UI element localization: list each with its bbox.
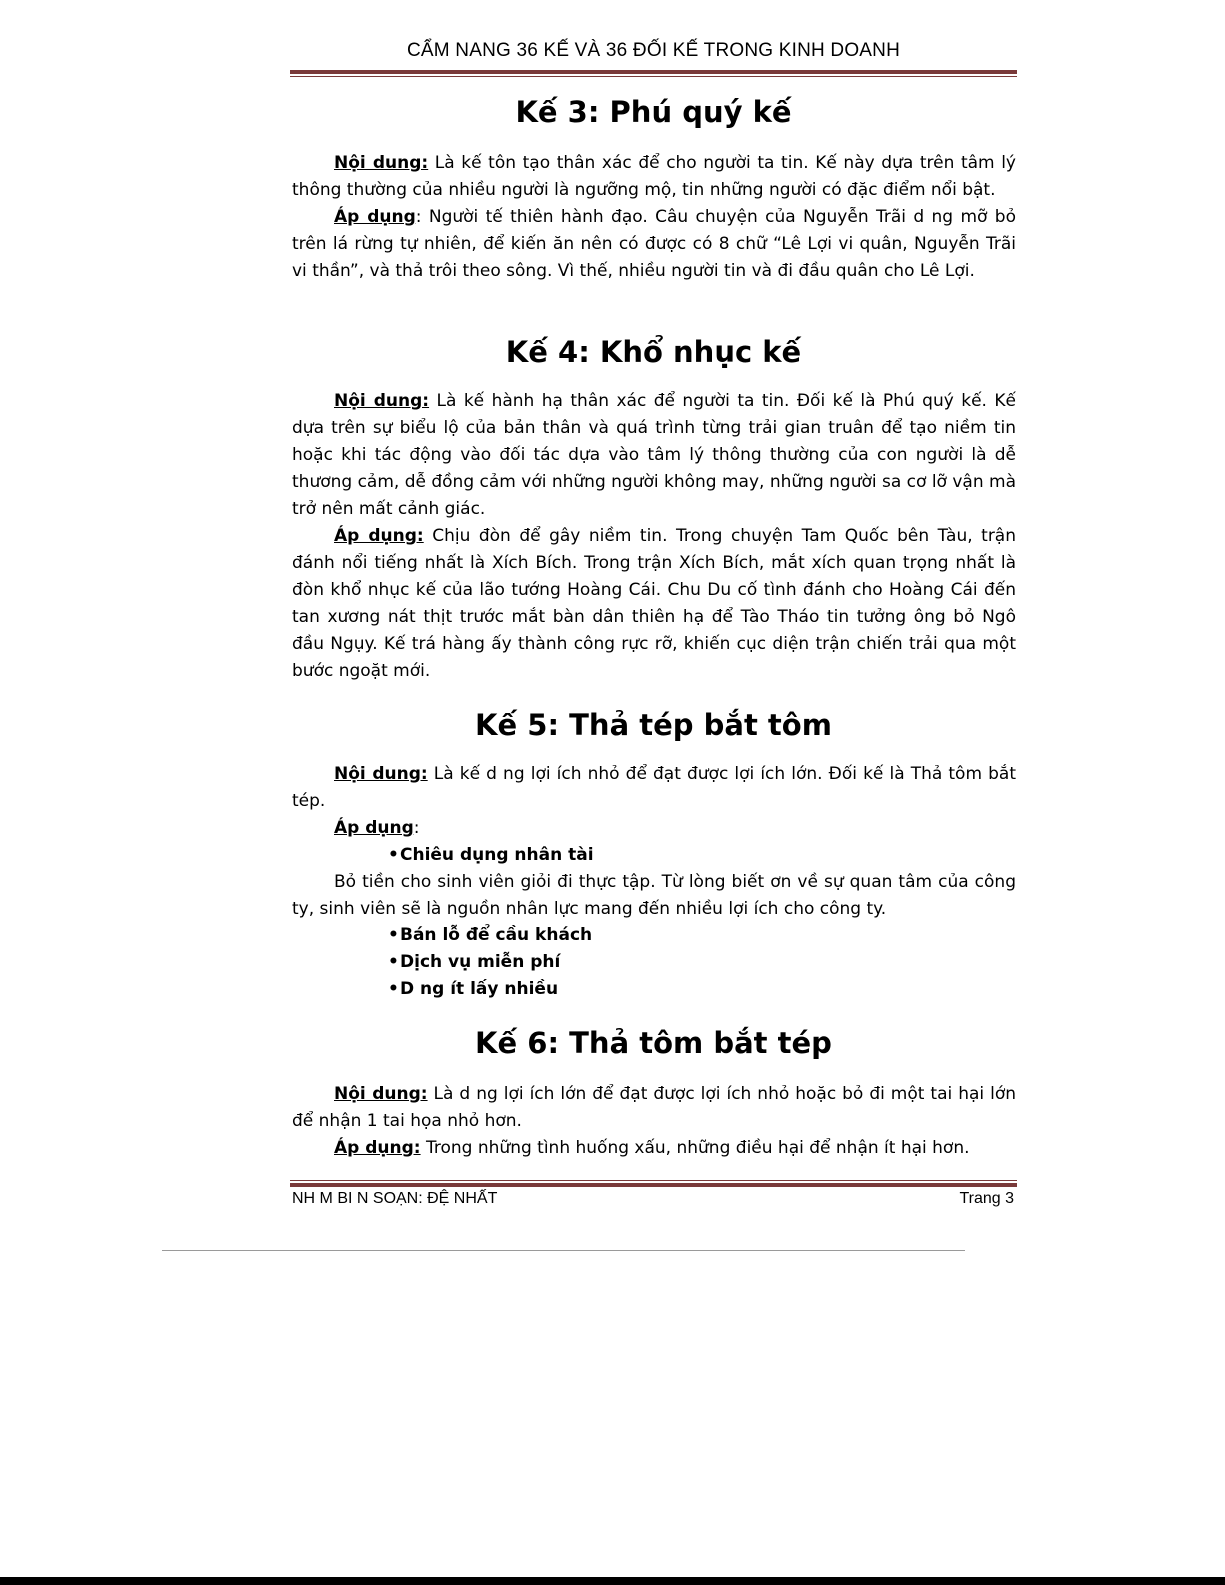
ke-5-body: Bỏ tiền cho sinh viên giỏi đi thực tập. Từ lòng biết ơn về sự quan tâm của công ty, sinh viên sẽ là nguồn nhân lực mang đến nhiều lợi ích cho công ty. (292, 872, 1016, 919)
noi-dung-label: Nội dung: (334, 153, 429, 173)
footer-page-number: Trang 3 (959, 1190, 1014, 1207)
bullet-item: •Dịch vụ miễn phí (388, 949, 560, 976)
page-divider (162, 1250, 965, 1251)
header-rule-thin (290, 76, 1017, 77)
ap-dung-label: Áp dụng (334, 207, 416, 227)
noi-dung-text: Là kế tôn tạo thân xác để cho người ta tin. Kế này dựa trên tâm lý thông thường của nhiều người là ngưỡng mộ, tin những người có đặc điểm nổi bật. (292, 153, 1016, 200)
ke-6-ap-dung (292, 1135, 1016, 1162)
section-title-ke-3: Kế 3: Phú quý kế (515, 95, 792, 129)
ap-dung-text: Chịu đòn để gây niềm tin. Trong chuyện Tam Quốc bên Tàu, trận đánh nổi tiếng nhất là Xích Bích. Trong trận Xích Bích, mắt xích quan trọng nhất là đòn khổ nhục kế của lão tướng Hoàng Cái. Chu Du cố tình đánh cho Hoàng Cái đến tan xương nát thịt trước mắt bàn dân thiên hạ để Tào Tháo tin tưởng ông bỏ Ngô đầu Ngụy. Kế trá hàng ấy thành công rực rỡ, khiến cục diện trận chiến trải qua một bước ngoặt mới. (292, 526, 1017, 681)
ap-dung-label: Áp dụng: (334, 526, 424, 546)
bullet-icon: • (388, 845, 399, 865)
header-rule-thick (290, 70, 1017, 74)
noi-dung-text: Là kế d ng lợi ích nhỏ để đạt được lợi ích lớn. Đối kế là Thả tôm bắt tép. (292, 764, 1016, 811)
footer-rule-thin (290, 1180, 1017, 1181)
section-title-ke-4: Kế 4: Khổ nhục kế (505, 335, 802, 369)
bottom-bar (0, 1577, 1225, 1585)
noi-dung-label: Nội dung: (334, 764, 428, 784)
ap-dung-text: Trong những tình huống xấu, những điều hại để nhận ít hại hơn. (420, 1138, 970, 1158)
ke-3-ap-dung (292, 204, 1016, 285)
noi-dung-text: Là kế hành hạ thân xác để người ta tin. Đối kế là Phú quý kế. Kế dựa trên sự biểu lộ của bản thân và quá trình từng trải gian truân để tạo niềm tin hoặc khi tác động vào đối tác dựa vào tâm lý thông thường của con người là dễ thương cảm, dễ đồng cảm với những người không may, những người sa cơ lỡ vận mà trở nên mất cảnh giác. (292, 391, 1017, 519)
ke-5-ap-dung (292, 815, 1016, 842)
ke-4-noi-dung (292, 388, 1016, 523)
ap-dung-label: Áp dụng (334, 818, 414, 838)
noi-dung-text: Là d ng lợi ích lớn để đạt được lợi ích nhỏ hoặc bỏ đi một tai hại lớn để nhận 1 tai họa nhỏ hơn. (292, 1084, 1016, 1131)
ke-5-noi-dung (292, 761, 1016, 815)
section-title-ke-6: Kế 6: Thả tôm bắt tép (475, 1026, 832, 1060)
noi-dung-label: Nội dung: (334, 1084, 428, 1104)
ap-dung-text: : (413, 818, 420, 838)
bullet-icon: • (388, 925, 399, 945)
bullet-item: •Bán lỗ để cầu khách (388, 922, 592, 949)
noi-dung-label: Nội dung: (334, 391, 430, 411)
footer-rule-thick (290, 1183, 1017, 1187)
ap-dung-text: : Người tế thiên hành đạo. Câu chuyện của Nguyễn Trãi d ng mỡ bỏ trên lá rừng tự nhiên, để kiến ăn nên có được có 8 chữ “Lê Lợi vi quân, Nguyễn Trãi vi thần”, và thả trôi theo sông. Vì thế, nhiều người tin và đi đầu quân cho Lê Lợi. (292, 207, 1016, 281)
bullet-item: •D ng ít lấy nhiều (388, 976, 558, 1003)
ke-3-noi-dung (292, 150, 1016, 204)
bullet-icon: • (388, 952, 399, 972)
footer-author: NH M BI N SOẠN: ĐỆ NHẤT (292, 1190, 498, 1207)
section-title-ke-5: Kế 5: Thả tép bắt tôm (475, 708, 832, 742)
ap-dung-label: Áp dụng: (334, 1138, 421, 1158)
bullet-icon: • (388, 979, 399, 999)
ke-6-noi-dung (292, 1081, 1016, 1135)
running-header: CẨM NANG 36 KẾ VÀ 36 ĐỐI KẾ TRONG KINH DOANH (406, 40, 901, 61)
ke-4-ap-dung (292, 523, 1016, 685)
bullet-item: •Chiêu dụng nhân tài (388, 842, 594, 869)
